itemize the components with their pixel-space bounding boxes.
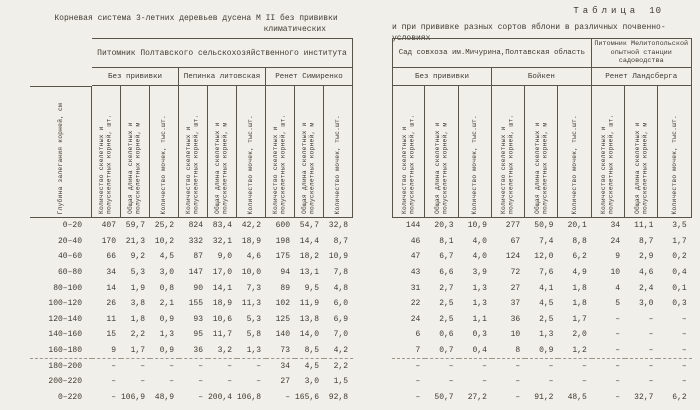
table-cell: 10,0 xyxy=(241,268,261,278)
table-cell: 106,8 xyxy=(236,392,261,402)
table-cell: 0,2 xyxy=(672,252,687,262)
right-table-header xyxy=(392,38,692,218)
table-cell: 27 xyxy=(510,283,521,293)
row-depth-label: 140–160 xyxy=(48,330,82,340)
table-cell: 1,9 xyxy=(130,283,145,293)
table-cell: – xyxy=(482,377,487,387)
column-header: Количество скелетных и полускелетных корней, шт. xyxy=(392,86,425,218)
table-cell: 1,3 xyxy=(246,346,261,356)
table-cell: 0,9 xyxy=(159,314,174,324)
table-cell: 102 xyxy=(275,299,290,309)
table-caption-number: 10 xyxy=(649,6,662,16)
row-depth-label: 160–180 xyxy=(48,346,82,356)
table-cell: 66 xyxy=(106,252,116,262)
table-caption-word: Таблица xyxy=(573,6,640,16)
table-caption xyxy=(573,6,662,16)
table-cell: – xyxy=(681,314,687,324)
table-cell: 4,0 xyxy=(472,236,487,246)
table-cell: – xyxy=(615,377,621,387)
table-cell: 73 xyxy=(280,346,290,356)
table-cell: 5,3 xyxy=(130,268,145,278)
left-table-header xyxy=(30,38,353,218)
table-cell: 8,7 xyxy=(333,236,348,246)
table-cell: 9 xyxy=(111,346,116,356)
table-cell: 94 xyxy=(280,268,290,278)
table-cell: – xyxy=(415,377,421,387)
table-cell: 0,4 xyxy=(672,268,687,278)
table-cell: 87 xyxy=(193,252,203,262)
table-cell: 9,0 xyxy=(217,252,232,262)
table-cell: 18,9 xyxy=(241,236,261,246)
table-cell: 1,7 xyxy=(130,346,145,356)
table-cell: 4,9 xyxy=(572,268,587,278)
table-cell: 0,9 xyxy=(159,346,174,356)
table-cell: 1,3 xyxy=(539,330,554,340)
table-cell: 14 xyxy=(106,283,116,293)
right-group-1: Без прививки xyxy=(392,68,492,86)
table-cell: 10 xyxy=(510,330,521,340)
table-cell: 144 xyxy=(405,221,421,231)
column-header: Количество мочек, тыс.шт. xyxy=(558,86,591,218)
table-cell: 83,4 xyxy=(212,221,232,231)
table-cell: 4,5 xyxy=(159,252,174,262)
depth-column-header xyxy=(30,86,92,218)
table-cell: – xyxy=(140,377,145,387)
table-cell: 2,9 xyxy=(638,252,654,262)
table-cell: 1,3 xyxy=(159,330,174,340)
title-left-line1: Корневая система 3-летних деревьев дусена М II без прививки xyxy=(54,14,338,23)
table-cell: – xyxy=(150,358,179,374)
table-cell: 9 xyxy=(615,252,621,262)
table-cell: 17,0 xyxy=(212,268,232,278)
column-header: Общая длина скелетных и полускелетных корней, м xyxy=(208,86,237,218)
table-cell: 14,0 xyxy=(299,330,319,340)
table-cell: 27 xyxy=(280,377,290,387)
column-header: Общая длина скелетных и полускелетных корней, м xyxy=(425,86,458,218)
left-group-3: Ренет Симиренко xyxy=(266,68,353,86)
table-cell: 6,0 xyxy=(333,299,348,309)
table-cell: 7,6 xyxy=(539,268,554,278)
table-cell: – xyxy=(581,377,587,387)
row-depth-label: 20–40 xyxy=(57,236,82,246)
row-depth-label: 60–80 xyxy=(57,268,82,278)
table-cell: – xyxy=(169,377,174,387)
table-cell: 106,9 xyxy=(120,392,145,402)
table-cell: 14,1 xyxy=(212,283,232,293)
table-cell: 34 xyxy=(266,358,295,374)
column-header: Количество скелетных и полускелетных корней, шт. xyxy=(266,86,295,218)
table-cell: 600 xyxy=(275,221,290,231)
table-cell: 34 xyxy=(106,268,116,278)
table-cell: 8,7 xyxy=(638,236,654,246)
table-cell: 3,8 xyxy=(130,299,145,309)
table-cell: – xyxy=(592,358,625,374)
table-cell: 20,3 xyxy=(434,221,454,231)
right-table xyxy=(392,38,692,405)
table-cell: 2,5 xyxy=(539,314,554,324)
table-cell: 15 xyxy=(106,330,116,340)
table-cell: 47 xyxy=(410,252,421,262)
table-cell: 27,2 xyxy=(467,392,487,402)
table-cell: 1,8 xyxy=(130,314,145,324)
table-cell: 95 xyxy=(193,330,203,340)
table-cell: 1,3 xyxy=(472,299,487,309)
table-cell: – xyxy=(648,346,654,356)
depth-column-header-text: Глубина залегания корней, см xyxy=(56,102,64,214)
row-depth-label: 80–100 xyxy=(53,283,82,293)
table-cell: 4,5 xyxy=(295,358,324,374)
table-cell: 175 xyxy=(275,252,290,262)
table-cell: 92,8 xyxy=(328,392,348,402)
table-cell: 2,4 xyxy=(638,283,654,293)
table-cell: 50,9 xyxy=(534,221,554,231)
table-cell: 1,3 xyxy=(472,283,487,293)
table-cell: 18,9 xyxy=(212,299,232,309)
table-cell: 50,7 xyxy=(434,392,454,402)
table-cell: – xyxy=(111,392,116,402)
table-cell: 6,2 xyxy=(672,392,687,402)
table-cell: 90 xyxy=(193,283,203,293)
table-cell: 4,8 xyxy=(333,283,348,293)
table-cell: – xyxy=(92,358,121,374)
table-cell: – xyxy=(285,392,290,402)
row-depth-label: 120–140 xyxy=(48,314,82,324)
column-header: Количество мочек, тыс.шт. xyxy=(150,86,179,218)
table-cell: – xyxy=(492,358,525,374)
table-cell: 1,7 xyxy=(672,236,687,246)
table-cell: 3,0 xyxy=(304,377,319,387)
table-cell: 6,6 xyxy=(439,268,454,278)
table-cell: 1,7 xyxy=(572,314,587,324)
table-cell: 32,7 xyxy=(634,392,654,402)
table-cell: 32,8 xyxy=(328,221,348,231)
title-right-line2: условиях xyxy=(392,34,431,43)
table-cell: – xyxy=(615,392,621,402)
table-cell: – xyxy=(448,377,454,387)
table-cell: 10 xyxy=(610,268,621,278)
table-cell: 2,2 xyxy=(130,330,145,340)
table-cell: 2,2 xyxy=(324,358,353,374)
table-cell: 2,1 xyxy=(159,299,174,309)
table-cell: – xyxy=(459,358,492,374)
table-cell: 1,8 xyxy=(572,283,587,293)
table-cell: – xyxy=(658,358,691,374)
table-cell: 1,8 xyxy=(572,299,587,309)
left-site-header: Питомник Полтавского сельскохозяйственного института xyxy=(92,38,353,68)
table-cell: 20,1 xyxy=(567,221,587,231)
table-cell: 0,3 xyxy=(472,330,487,340)
right-site-header-station: Питомник Мелитопольской опытной станции садоводства xyxy=(592,38,692,68)
column-header: Общая длина скелетных и полускелетных корней, м xyxy=(295,86,324,218)
table-cell: 7,3 xyxy=(246,283,261,293)
table-cell: 4 xyxy=(615,283,621,293)
table-cell: 0,1 xyxy=(672,283,687,293)
table-cell: 10,9 xyxy=(328,252,348,262)
table-cell: 67 xyxy=(510,236,521,246)
table-cell: 0,7 xyxy=(439,346,454,356)
row-depth-label: 0–20 xyxy=(62,221,82,231)
table-cell: 5 xyxy=(615,299,621,309)
table-cell: 2,5 xyxy=(439,314,454,324)
left-table xyxy=(30,38,353,405)
right-group-3: Ренет Ландсберга xyxy=(592,68,692,86)
table-cell: 14,4 xyxy=(299,236,319,246)
column-header: Количество скелетных и полускелетных корней, шт. xyxy=(592,86,625,218)
table-cell: 89 xyxy=(280,283,290,293)
table-cell: – xyxy=(548,377,554,387)
table-cell: – xyxy=(179,358,208,374)
table-cell: 0,3 xyxy=(672,299,687,309)
table-cell: 7 xyxy=(415,346,421,356)
table-cell: 6,7 xyxy=(439,252,454,262)
table-cell: 125 xyxy=(275,314,290,324)
table-cell: 2,7 xyxy=(439,283,454,293)
table-cell: 4,6 xyxy=(246,252,261,262)
table-cell: – xyxy=(256,377,261,387)
table-cell: 170 xyxy=(101,236,116,246)
column-header: Общая длина скелетных и полускелетных корней, м xyxy=(625,86,658,218)
table-cell: 0,9 xyxy=(539,346,554,356)
table-cell: 0,6 xyxy=(439,330,454,340)
table-cell: 54,7 xyxy=(299,221,319,231)
table-cell: 6 xyxy=(415,330,421,340)
right-table-body xyxy=(392,218,692,405)
table-cell: 24 xyxy=(610,236,621,246)
title-right-line1: и при прививке разных сортов яблони в различных почвенно- xyxy=(392,23,666,32)
table-cell: 48,5 xyxy=(567,392,587,402)
table-cell: 18,2 xyxy=(299,252,319,262)
table-cell: – xyxy=(237,358,266,374)
table-cell: 3,9 xyxy=(472,268,487,278)
table-cell: 2,5 xyxy=(439,299,454,309)
table-cell: 5,3 xyxy=(246,314,261,324)
table-cell: 11,1 xyxy=(634,221,654,231)
table-cell: – xyxy=(515,392,521,402)
table-cell: 46 xyxy=(410,236,421,246)
table-cell: – xyxy=(558,358,591,374)
table-cell: 4,2 xyxy=(333,346,348,356)
table-cell: 93 xyxy=(193,314,203,324)
table-cell: – xyxy=(515,377,521,387)
table-cell: 7,4 xyxy=(539,236,554,246)
table-cell: 6,9 xyxy=(333,314,348,324)
table-cell: 8 xyxy=(515,346,521,356)
table-cell: 8,5 xyxy=(304,346,319,356)
table-cell: – xyxy=(208,358,237,374)
table-cell: 10,6 xyxy=(212,314,232,324)
table-cell: – xyxy=(615,346,621,356)
column-header: Количество мочек, тыс.шт. xyxy=(658,86,691,218)
column-header: Общая длина скелетных и полускелетных корней, м xyxy=(121,86,150,218)
column-header: Общая длина скелетных и полускелетных корней, м xyxy=(525,86,558,218)
table-cell: 165,6 xyxy=(294,392,319,402)
table-cell: 9,5 xyxy=(304,283,319,293)
table-cell: – xyxy=(648,330,654,340)
row-depth-label: 0–220 xyxy=(57,392,82,402)
table-cell: – xyxy=(625,358,658,374)
table-cell: 11,3 xyxy=(241,299,261,309)
table-cell: 8,1 xyxy=(439,236,454,246)
table-cell: 0,4 xyxy=(472,346,487,356)
table-cell: 3,2 xyxy=(217,346,232,356)
table-cell: – xyxy=(648,314,654,324)
table-cell: 4,6 xyxy=(638,268,654,278)
row-depth-label: 100–120 xyxy=(48,299,82,309)
table-cell: 59,7 xyxy=(125,221,145,231)
right-group-2: Бойкен xyxy=(492,68,592,86)
column-header: Количество мочек, тыс.шт. xyxy=(459,86,492,218)
table-cell: 2,0 xyxy=(572,330,587,340)
table-cell: 1,1 xyxy=(472,314,487,324)
table-cell: 43 xyxy=(410,268,421,278)
table-cell: 48,9 xyxy=(154,392,174,402)
left-table-body xyxy=(30,218,353,405)
table-cell: 11,9 xyxy=(299,299,319,309)
table-cell: 10,2 xyxy=(154,236,174,246)
table-cell: 3,0 xyxy=(159,268,174,278)
table-cell: 824 xyxy=(188,221,203,231)
table-cell: 22 xyxy=(410,299,421,309)
table-cell: 3,0 xyxy=(638,299,654,309)
row-depth-label: 180–200 xyxy=(30,358,92,374)
right-site-header-main: Сад совхоза им.Мичурина,Полтавская область xyxy=(392,38,592,68)
table-cell: 11,7 xyxy=(212,330,232,340)
table-cell: 7,0 xyxy=(333,330,348,340)
table-cell: – xyxy=(681,377,687,387)
table-cell: – xyxy=(615,330,621,340)
title-left-line2: климатических xyxy=(263,25,326,34)
column-header: Количество скелетных и полускелетных корней, шт. xyxy=(492,86,525,218)
table-cell: – xyxy=(198,392,203,402)
left-group-1: Без прививки xyxy=(92,68,179,86)
table-cell: 124 xyxy=(505,252,521,262)
table-cell: 11 xyxy=(106,314,116,324)
table-cell: 8,8 xyxy=(572,236,587,246)
table-cell: 7,8 xyxy=(333,268,348,278)
column-header: Количество мочек, тыс.шт. xyxy=(324,86,353,218)
table-cell: – xyxy=(111,377,116,387)
table-cell: 5,8 xyxy=(246,330,261,340)
title-left xyxy=(40,13,352,35)
table-cell: 32,1 xyxy=(212,236,232,246)
table-cell: 25,2 xyxy=(154,221,174,231)
table-cell: 13,8 xyxy=(299,314,319,324)
table-cell: 42,2 xyxy=(241,221,261,231)
table-cell: 4,0 xyxy=(472,252,487,262)
table-cell: – xyxy=(227,377,232,387)
table-cell: 6,2 xyxy=(572,252,587,262)
table-cell: 4,1 xyxy=(539,283,554,293)
table-cell: 200,4 xyxy=(207,392,232,402)
column-header: Количество скелетных и полускелетных корней, шт. xyxy=(92,86,121,218)
table-cell: 140 xyxy=(275,330,290,340)
table-cell: 91,2 xyxy=(534,392,554,402)
table-cell: 147 xyxy=(188,268,203,278)
table-cell: 26 xyxy=(106,299,116,309)
table-cell: 34 xyxy=(610,221,621,231)
table-cell: – xyxy=(392,358,425,374)
table-cell: 37 xyxy=(510,299,521,309)
table-cell: – xyxy=(198,377,203,387)
table-cell: 277 xyxy=(505,221,521,231)
table-cell: 31 xyxy=(410,283,421,293)
column-header: Количество скелетных и полускелетных корней, шт. xyxy=(179,86,208,218)
table-cell: 72 xyxy=(510,268,521,278)
table-cell: – xyxy=(681,346,687,356)
table-cell: 0,8 xyxy=(159,283,174,293)
table-cell: – xyxy=(121,358,150,374)
table-cell: 407 xyxy=(101,221,116,231)
table-cell: 3,5 xyxy=(672,221,687,231)
table-cell: – xyxy=(681,330,687,340)
column-header: Количество мочек, тыс.шт. xyxy=(237,86,266,218)
table-cell: 36 xyxy=(193,346,203,356)
table-cell: 21,3 xyxy=(125,236,145,246)
table-cell: 36 xyxy=(510,314,521,324)
table-cell: 12,0 xyxy=(534,252,554,262)
table-cell: 4,5 xyxy=(539,299,554,309)
table-cell: 1,5 xyxy=(333,377,348,387)
table-cell: 332 xyxy=(188,236,203,246)
table-cell: – xyxy=(525,358,558,374)
table-cell: – xyxy=(425,358,458,374)
table-cell: 198 xyxy=(275,236,290,246)
table-cell: 13,1 xyxy=(299,268,319,278)
table-cell: 1,2 xyxy=(572,346,587,356)
table-cell: 155 xyxy=(188,299,203,309)
row-depth-label: 200–220 xyxy=(48,377,82,387)
table-cell: – xyxy=(615,314,621,324)
table-cell: – xyxy=(415,392,421,402)
table-cell: 10,9 xyxy=(467,221,487,231)
row-depth-label: 40–60 xyxy=(57,252,82,262)
left-group-2: Пепинка литовская xyxy=(179,68,266,86)
table-cell: – xyxy=(648,377,654,387)
table-cell: 9,2 xyxy=(130,252,145,262)
table-cell: 24 xyxy=(410,314,421,324)
